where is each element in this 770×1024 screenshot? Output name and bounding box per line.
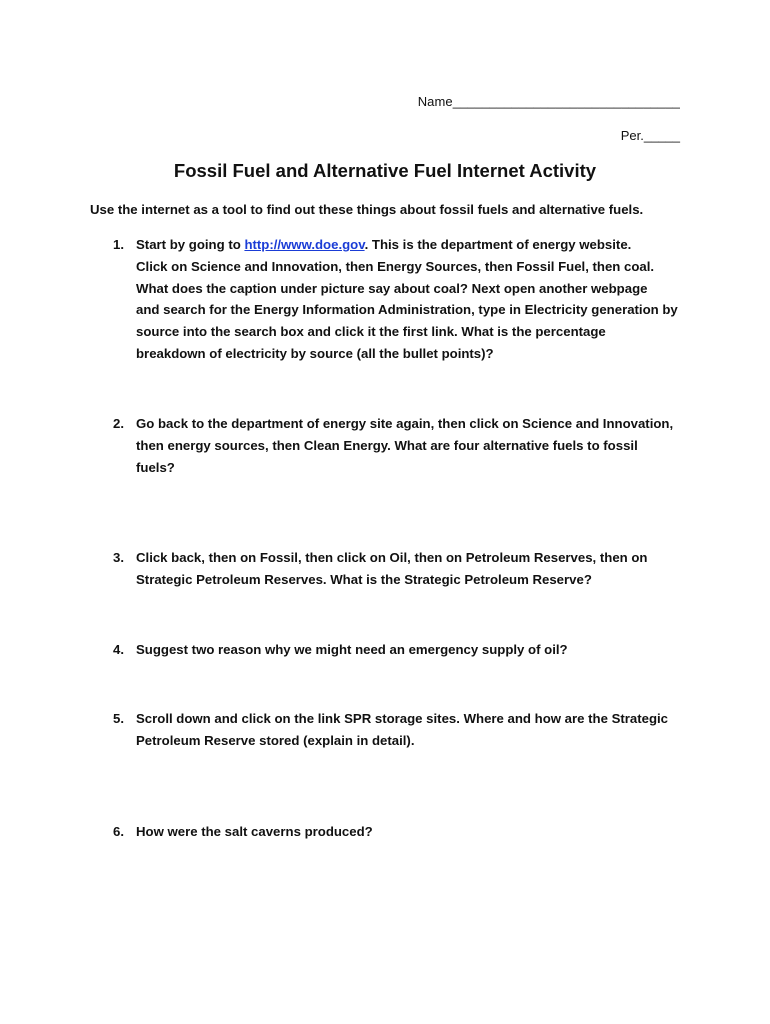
question-number: 3. (113, 550, 124, 565)
question-text: Click back, then on Fossil, then click on Oil, then on Petroleum Reserves, then on Strategic Petroleum Reserves. What is the Strategic Petroleum Reserve? (136, 550, 648, 587)
question-number: 4. (113, 642, 124, 657)
question-text: How were the salt caverns produced? (136, 824, 373, 839)
question-3 (113, 547, 693, 591)
period-field-label: Per._____ (620, 128, 680, 143)
question-1 (113, 234, 693, 365)
question-number: 5. (113, 711, 124, 726)
intro-instructions: Use the internet as a tool to find out these things about fossil fuels and alternative fuels. (90, 202, 644, 217)
question-text (136, 234, 693, 365)
question-4 (113, 639, 693, 661)
question-text: Go back to the department of energy site again, then click on Science and Innovation, then energy sources, then Clean Energy. What are four alternative fuels to fossil fuels? (136, 416, 674, 475)
question-text: Scroll down and click on the link SPR storage sites. Where and how are the Strategic Petroleum Reserve stored (explain in detail). (136, 711, 669, 748)
question-5 (113, 708, 693, 752)
question-text: Suggest two reason why we might need an emergency supply of oil? (136, 642, 568, 657)
question-2 (113, 413, 693, 478)
page-title: Fossil Fuel and Alternative Fuel Internet Activity (173, 160, 597, 181)
question-text-after-link: . This is the department of energy website. Click on Science and Innovation, then Energy Sources, then Fossil Fuel, then coal. What does the caption under picture say about coal? Next open another webpage and search for the Energy Information Administration, type in Electricity generation by source into the search box and click it the first link. What is the percentage breakdown of electricity by source (all the bullet points)? (136, 237, 678, 361)
question-text-before-link: Start by going to (136, 237, 245, 252)
doe-website-link[interactable]: http://www.doe.gov (244, 237, 365, 252)
question-6 (113, 821, 693, 843)
question-number: 2. (113, 416, 124, 431)
question-number: 1. (113, 237, 124, 252)
name-field-label: Name_______________________________ (417, 94, 680, 109)
question-number: 6. (113, 824, 124, 839)
